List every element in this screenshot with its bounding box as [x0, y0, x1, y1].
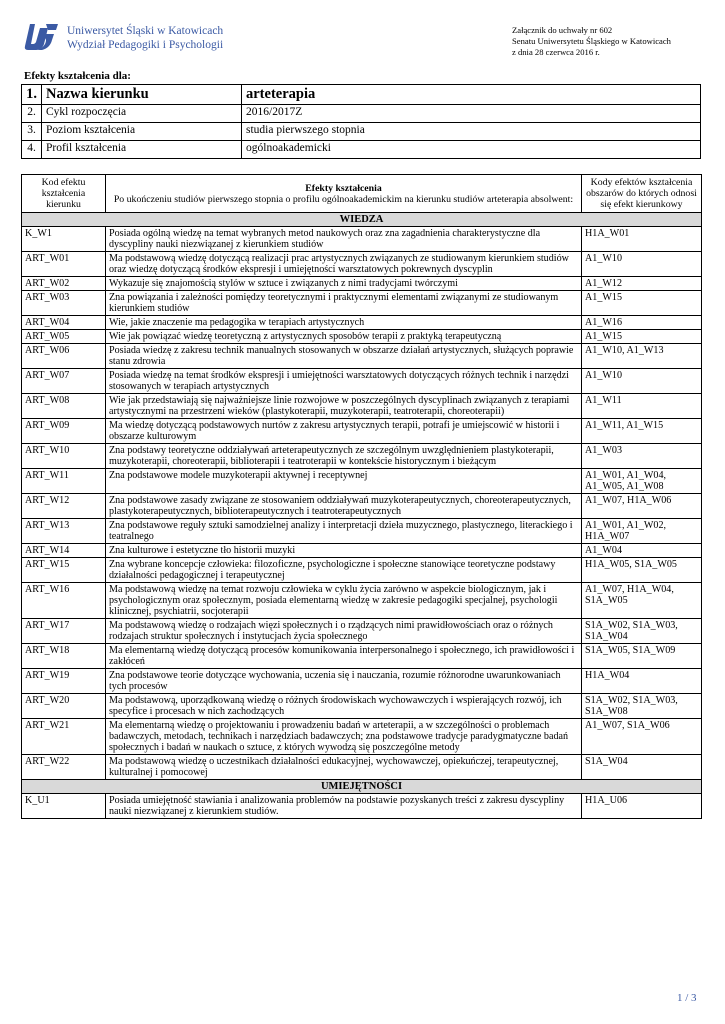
outcome-description: Wie jak powiązać wiedzę teoretyczną z artystycznych sposobów terapii z praktyką terapeutyczną: [106, 330, 582, 344]
outcome-description: Zna podstawy teoretyczne oddziaływań arteterapeutycznych ze szczególnym uwzględnieniem plastykoterapii, muzykoterapii, choreoterapii, biblioterapii i teatroterapii w kontekście historycznym i bieżącym: [106, 444, 582, 469]
annex-line-1: Załącznik do uchwały nr 602: [512, 25, 613, 35]
table-row: [22, 316, 702, 330]
row-label: Cykl rozpoczęcia: [42, 105, 242, 123]
row-number: 3.: [22, 123, 42, 141]
row-number: 1.: [22, 85, 42, 105]
outcome-reference-codes: A1_W16: [582, 316, 702, 330]
outcome-reference-codes: A1_W15: [582, 330, 702, 344]
outcome-code: K_U1: [22, 794, 106, 819]
table-header-row: [22, 175, 702, 213]
table-row: [22, 519, 702, 544]
row-value: studia pierwszego stopnia: [242, 123, 701, 141]
outcome-description: Posiada wiedzę na temat środków ekspresji i umiejętności warsztatowych dotyczących różnych technik i narzędzi stosowanych w terapiach artystycznych: [106, 369, 582, 394]
outcome-reference-codes: A1_W07, H1A_W06: [582, 494, 702, 519]
intro-heading: Efekty kształcenia dla:: [24, 70, 131, 82]
row-value: 2016/2017Z: [242, 105, 701, 123]
table-row: [22, 583, 702, 619]
outcome-reference-codes: S1A_W02, S1A_W03, S1A_W04: [582, 619, 702, 644]
table-row: [22, 669, 702, 694]
outcome-code: ART_W09: [22, 419, 106, 444]
table-row: [22, 444, 702, 469]
outcome-code: K_W1: [22, 227, 106, 252]
header-subtitle: Po ukończeniu studiów pierwszego stopnia o profilu ogólnoakademickim na kierunku studiów arteterapia absolwent:: [113, 193, 574, 205]
outcome-reference-codes: A1_W04: [582, 544, 702, 558]
outcome-code: ART_W16: [22, 583, 106, 619]
outcome-description: Ma elementarną wiedzę o projektowaniu i prowadzeniu badań w arteterapii, a w szczególności o problemach badawczych, metodach, technikach i narzędziach badawczych; zna podstawowe tradycje paradygmatyczne badań społecznych i badań w naukach o sztuce, z których wywodzą się poszczególne metody: [106, 719, 582, 755]
outcome-description: Wykazuje się znajomością stylów w sztuce i związanych z nimi tradycjami twórczymi: [106, 277, 582, 291]
table-row: [22, 494, 702, 519]
table-row: [22, 694, 702, 719]
outcome-reference-codes: A1_W10: [582, 369, 702, 394]
outcome-description: Zna podstawowe modele muzykoterapii aktywnej i receptywnej: [106, 469, 582, 494]
outcome-reference-codes: A1_W12: [582, 277, 702, 291]
outcome-code: ART_W08: [22, 394, 106, 419]
outcome-description: Zna kulturowe i estetyczne tło historii muzyki: [106, 544, 582, 558]
outcome-code: ART_W22: [22, 755, 106, 780]
row-number: 4.: [22, 141, 42, 159]
outcome-reference-codes: A1_W01, A1_W02, H1A_W07: [582, 519, 702, 544]
outcome-code: ART_W01: [22, 252, 106, 277]
outcome-description: Posiada ogólną wiedzę na temat wybranych metod naukowych oraz zna zagadnienia charakterystyczne dla dyscypliny nauki niezwiązanej z kierunkiem studiów: [106, 227, 582, 252]
table-row: [22, 252, 702, 277]
outcome-code: ART_W10: [22, 444, 106, 469]
table-row: [22, 227, 702, 252]
header-reference-column: Kody efektów kształcenia obszarów do których odnosi się efekt kierunkowy: [582, 175, 702, 213]
program-row: [22, 123, 701, 141]
section-title: WIEDZA: [22, 213, 702, 227]
table-row: [22, 755, 702, 780]
outcome-description: Zna podstawowe zasady związane ze stosowaniem oddziaływań muzykoterapeutycznych, choreoterapeutycznych, plastykoterapeutycznych, biblioterapeutycznych i teatroterapeutycznych: [106, 494, 582, 519]
outcome-reference-codes: H1A_U06: [582, 794, 702, 819]
outcome-code: ART_W11: [22, 469, 106, 494]
university-name-block: [67, 24, 223, 52]
outcome-reference-codes: H1A_W01: [582, 227, 702, 252]
table-row: [22, 291, 702, 316]
table-row: [22, 419, 702, 444]
outcome-code: ART_W13: [22, 519, 106, 544]
header-code-column: Kod efektu kształcenia kierunku: [22, 175, 106, 213]
outcome-description: Zna powiązania i zależności pomiędzy teoretycznymi i praktycznymi elementami związanymi ze studiowanym kierunkiem studiów: [106, 291, 582, 316]
table-row: [22, 644, 702, 669]
outcome-description: Wie jak przedstawiają się najważniejsze linie rozwojowe w poszczególnych dyscyplinach związanych z terapiami artystycznymi na przestrzeni wieków (plastykoterapii, muzykoterapii, teatroterapii, choreoterapii): [106, 394, 582, 419]
row-label: Nazwa kierunku: [42, 85, 242, 105]
outcome-reference-codes: S1A_W04: [582, 755, 702, 780]
table-row: [22, 394, 702, 419]
table-row: [22, 719, 702, 755]
university-logo-icon: [16, 22, 60, 52]
page-number: 1 / 3: [677, 992, 697, 1004]
outcome-description: Zna wybrane koncepcje człowieka: filozoficzne, psychologiczne i społeczne stanowiące teoretyczne podstawy działalności pedagogicznej i terapeutycznej: [106, 558, 582, 583]
outcome-reference-codes: H1A_W04: [582, 669, 702, 694]
outcome-code: ART_W06: [22, 344, 106, 369]
section-row-skills: [22, 780, 702, 794]
section-title: UMIEJĘTNOŚCI: [22, 780, 702, 794]
outcome-description: Ma podstawową, uporządkowaną wiedzę o różnych środowiskach wychowawczych i wspierających rozwój, ich specyfice i procesach w nich zachodzących: [106, 694, 582, 719]
program-row: [22, 105, 701, 123]
table-row: [22, 369, 702, 394]
faculty-name: Wydział Pedagogiki i Psychologii: [67, 39, 224, 51]
university-name: Uniwersytet Śląski w Katowicach: [67, 25, 224, 37]
table-row: [22, 619, 702, 644]
outcome-reference-codes: H1A_W05, S1A_W05: [582, 558, 702, 583]
outcome-reference-codes: A1_W10, A1_W13: [582, 344, 702, 369]
outcome-reference-codes: A1_W11: [582, 394, 702, 419]
outcome-description: Wie, jakie znaczenie ma pedagogika w terapiach artystycznych: [106, 316, 582, 330]
table-row: [22, 558, 702, 583]
row-value: ogólnoakademicki: [242, 141, 701, 159]
outcome-description: Ma wiedzę dotyczącą podstawowych nurtów z zakresu artystycznych terapii, potrafi je umiejscowić w historii i obszarze kulturowym: [106, 419, 582, 444]
row-label: Poziom kształcenia: [42, 123, 242, 141]
outcome-code: ART_W20: [22, 694, 106, 719]
outcome-reference-codes: A1_W15: [582, 291, 702, 316]
section-row-knowledge: [22, 213, 702, 227]
header-description-column: [106, 175, 582, 213]
learning-outcomes-table: [21, 174, 702, 819]
outcome-code: ART_W02: [22, 277, 106, 291]
outcome-reference-codes: A1_W11, A1_W15: [582, 419, 702, 444]
outcome-code: ART_W03: [22, 291, 106, 316]
outcome-description: Ma podstawową wiedzę o rodzajach więzi społecznych i o rządzących nimi prawidłowościach oraz o różnych rodzajach struktur społecznych i instytucjach życia społecznego: [106, 619, 582, 644]
annex-line-3: z dnia 28 czerwca 2016 r.: [512, 47, 600, 57]
header-title: Efekty kształcenia: [305, 182, 382, 194]
outcome-description: Posiada umiejętność stawiania i analizowania problemów na podstawie pozyskanych treści z zakresu dyscypliny nauki niezwiązanej z kierunkiem studiów.: [106, 794, 582, 819]
outcome-code: ART_W19: [22, 669, 106, 694]
table-row: [22, 344, 702, 369]
program-row: [22, 85, 701, 105]
table-row: [22, 794, 702, 819]
outcome-description: Ma elementarną wiedzę dotyczącą procesów komunikowania interpersonalnego i społecznego, ich prawidłowości i zakłóceń: [106, 644, 582, 669]
outcome-reference-codes: A1_W07, S1A_W06: [582, 719, 702, 755]
program-info-table: [21, 84, 701, 159]
outcome-description: Ma podstawową wiedzę na temat rozwoju człowieka w cyklu życia zarówno w aspekcie biologicznym, jak i psychologicznym oraz społecznym, posiada elementarną wiedzę w zakresie pedagogiki specjalnej, psychologii klinicznej, psychiatrii, socjoterapii: [106, 583, 582, 619]
outcome-description: Posiada wiedzę z zakresu technik manualnych stosowanych w obszarze działań artystycznych, służących poprawie stanu zdrowia: [106, 344, 582, 369]
outcome-code: ART_W04: [22, 316, 106, 330]
annex-line-2: Senatu Uniwersytetu Śląskiego w Katowicach: [512, 36, 671, 46]
row-value: arteterapia: [242, 85, 701, 105]
outcome-code: ART_W12: [22, 494, 106, 519]
outcome-reference-codes: A1_W01, A1_W04, A1_W05, A1_W08: [582, 469, 702, 494]
outcome-reference-codes: A1_W03: [582, 444, 702, 469]
outcome-description: Ma podstawową wiedzę dotyczącą realizacji prac artystycznych związanych ze studiowanym kierunkiem studiów oraz wiedzę dotyczącą środków ekspresji i umiejętności warsztatowych pokrewnych dyscyplin: [106, 252, 582, 277]
outcome-code: ART_W05: [22, 330, 106, 344]
table-row: [22, 469, 702, 494]
outcome-code: ART_W18: [22, 644, 106, 669]
document-header: [16, 22, 716, 62]
outcome-description: Zna podstawowe teorie dotyczące wychowania, uczenia się i nauczania, rozumie różnorodne uwarunkowaniach tych procesów: [106, 669, 582, 694]
row-number: 2.: [22, 105, 42, 123]
table-row: [22, 544, 702, 558]
outcome-reference-codes: A1_W07, H1A_W04, S1A_W05: [582, 583, 702, 619]
program-row: [22, 141, 701, 159]
outcome-description: Ma podstawową wiedzę o uczestnikach działalności edukacyjnej, wychowawczej, opiekuńczej, terapeutycznej, kulturalnej i pomocowej: [106, 755, 582, 780]
outcome-reference-codes: A1_W10: [582, 252, 702, 277]
outcome-reference-codes: S1A_W02, S1A_W03, S1A_W08: [582, 694, 702, 719]
row-label: Profil kształcenia: [42, 141, 242, 159]
table-row: [22, 277, 702, 291]
outcome-code: ART_W07: [22, 369, 106, 394]
outcome-code: ART_W21: [22, 719, 106, 755]
outcome-description: Zna podstawowe reguły sztuki samodzielnej analizy i interpretacji dzieła muzycznego, plastycznego, literackiego i teatralnego: [106, 519, 582, 544]
outcome-code: ART_W15: [22, 558, 106, 583]
outcome-code: ART_W17: [22, 619, 106, 644]
outcome-reference-codes: S1A_W05, S1A_W09: [582, 644, 702, 669]
outcome-code: ART_W14: [22, 544, 106, 558]
table-row: [22, 330, 702, 344]
annex-note: [512, 25, 671, 58]
